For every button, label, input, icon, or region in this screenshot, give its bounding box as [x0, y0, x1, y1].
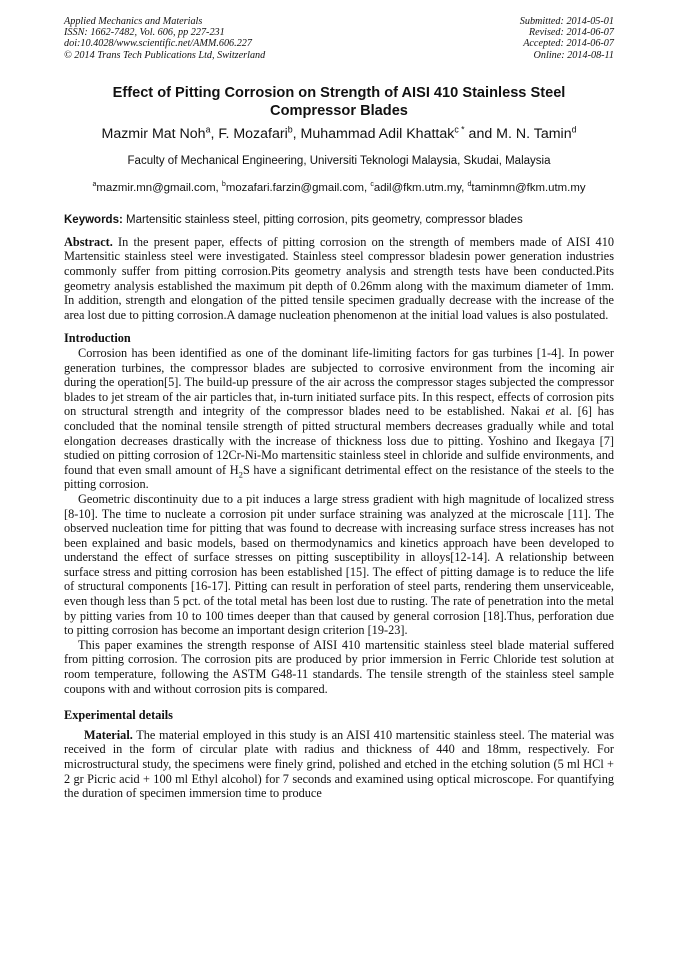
author-separator: and [464, 125, 497, 142]
affiliation: Faculty of Mechanical Engineering, Universiti Teknologi Malaysia, Skudai, Malaysia [127, 154, 551, 167]
publication-dates [520, 16, 614, 61]
intro-paragraph-3: This paper examines the strength response of AISI 410 martensitic stainless steel blade material suffered from pitting corrosion. The corrosion pits are produced by prior immersion in Ferric Chloride test solution at room temperature, following the ASTM G48-11 standards. The tensile strength of the stainless steel sample coupons with and without corrosion pits is compared. [64, 637, 614, 696]
author-emails [64, 181, 614, 196]
email-a: mazmir.mn@gmail.com, [96, 181, 222, 194]
email-c-mark: c [370, 181, 374, 189]
email-c: adil@fkm.utm.my, [373, 181, 468, 194]
author-4-mark: d [571, 124, 577, 135]
intro-paragraph-2: Geometric discontinuity due to a pit induces a large stress gradient with high magnitude of localized stress [8-10]. The time to nucleate a corrosion pit under surface straining was analyzed at the microscale [11]. The observed nucleation time for pitting that was found to decrease with increasing surface stress increases has not been explained and basic models, based on thermodynamics and kinetics approach have been developed to understand the effect of surface stresses on pitting susceptibility in alloys[12-14]. A relationship between surface stress and pitting corrosion has been established [15]. The effect of pitting damage is to reduce the life of structural components [16-17]. Pitting can result in perforation of steel parts, rendering them unserviceable, even though less than 5 pct. of the total metal has been lost due to rusting. The rate of penetration into the metal by pitting varies from 10 to 100 times deeper than that caused by general corrosion [18].Thus, perforation due to pitting corrosion has become an important design criterion [19-23]. [64, 491, 614, 638]
email-d: taminmn@fkm.utm.my [471, 181, 586, 194]
email-d-mark: d [467, 181, 472, 189]
paper-page [64, 16, 614, 801]
journal-info [64, 16, 265, 61]
journal-issn: ISSN: 1662-7482, Vol. 606, pp 227-231 [64, 27, 225, 39]
abstract [64, 235, 614, 323]
intro-p1-etal: et [545, 404, 555, 419]
author-1: Mazmir Mat Noh [101, 125, 206, 142]
paper-title [64, 84, 614, 120]
title-line-2: Compressor Blades [270, 102, 408, 119]
keywords [64, 213, 614, 228]
introduction-heading: Introduction [64, 331, 131, 346]
journal-header [64, 16, 614, 61]
abstract-label: Abstract. [64, 234, 113, 249]
material-text: The material employed in this study is an AISI 410 martensitic stainless steel. The material was received in the form of circular plate with radius and thickness of 440 and 18mm, respectively. For microstructural study, the specimens were finely grind, polished and etched in the etching solution (5 ml HCl + 2 gr Picric acid + 100 ml Ethyl alcohol) for 7 seconds and examined using optical microscope. For quantifying the duration of specimen immersion time to produce [64, 727, 614, 801]
material-label: Material. [84, 727, 133, 742]
intro-p1-text-b: al. [6] has concluded that the nominal tensile strength of pitted structural members decreases gradually while and total elongation decreases drastically with the increase of thickness loss due to pitting. Yoshino and Ikegaya [7] studied on pitting corrosion of 12Cr-Ni-Mo martensitic stainless steel in chloride and sulfide environments, and found that even small amount of H [64, 404, 614, 477]
email-b-mark: b [221, 181, 226, 189]
author-2-mark: b [287, 124, 293, 135]
intro-p1-text-c: S have a significant detrimental effect on the resistance of the steels to the pitting corrosion. [64, 462, 615, 492]
intro-p1-subscript: 2 [238, 469, 243, 480]
author-4: M. N. Tamin [496, 125, 572, 142]
journal-doi: doi:10.4028/www.scientific.net/AMM.606.227 [64, 38, 252, 50]
experimental-heading: Experimental details [64, 708, 173, 723]
intro-paragraph-1 [64, 346, 614, 492]
title-line-1: Effect of Pitting Corrosion on Strength of AISI 410 Stainless Steel [112, 84, 566, 101]
author-separator: , [292, 125, 301, 142]
author-2: F. Mozafari [218, 125, 288, 142]
author-1-mark: a [205, 124, 211, 135]
author-3-mark: c * [454, 124, 465, 135]
email-b: mozafari.farzin@gmail.com, [225, 181, 371, 194]
author-separator: , [210, 125, 219, 142]
journal-name: Applied Mechanics and Materials [64, 16, 203, 27]
keywords-label: Keywords: [64, 213, 123, 226]
intro-p1-text-a: Corrosion has been identified as one of the dominant life-limiting factors for gas turbines [1-4]. In power generation turbines, the compressor blades are subjected to corrosive environment from the incoming air during the operation[5]. The build-up pressure of the air across the compressor stages subjected the compressor blades to jet stream of the air particles that, in-turn initiated surface pits. In this respect, effects of corrosion pits on structural strength and integrity of the compressor blades need to be established. Nakai [64, 345, 614, 419]
date-revised: Revised: 2014-06-07 [528, 27, 614, 39]
abstract-text: In the present paper, effects of pitting corrosion on the strength of members made of AISI 410 Martensitic stainless steel were investigated. Stainless steel compressor bladesin power generation industries commonly suffer from pitting corrosion.Pits geometry analysis and strength tests have been conducted.Pits geometry analysis established the maximum pit depth of 0.26mm along with the maximum diameter of 1mm. In addition, strength and elongation of the pitted tensile specimen gradually decrease with the increase of the area lost due to pitting corrosion.A damage nucleation phenomenon at the initial load values is also postulated. [64, 234, 614, 322]
author-list [64, 124, 614, 144]
date-submitted: Submitted: 2014-05-01 [519, 16, 614, 27]
date-accepted: Accepted: 2014-06-07 [523, 38, 614, 50]
keywords-text: Martensitic stainless steel, pitting corrosion, pits geometry, compressor blades [122, 213, 523, 226]
author-3: Muhammad Adil Khattak [300, 125, 455, 142]
date-online: Online: 2014-08-11 [533, 49, 614, 61]
journal-copyright: © 2014 Trans Tech Publications Ltd, Switzerland [64, 49, 266, 61]
material-paragraph [64, 728, 614, 801]
email-a-mark: a [92, 181, 97, 189]
